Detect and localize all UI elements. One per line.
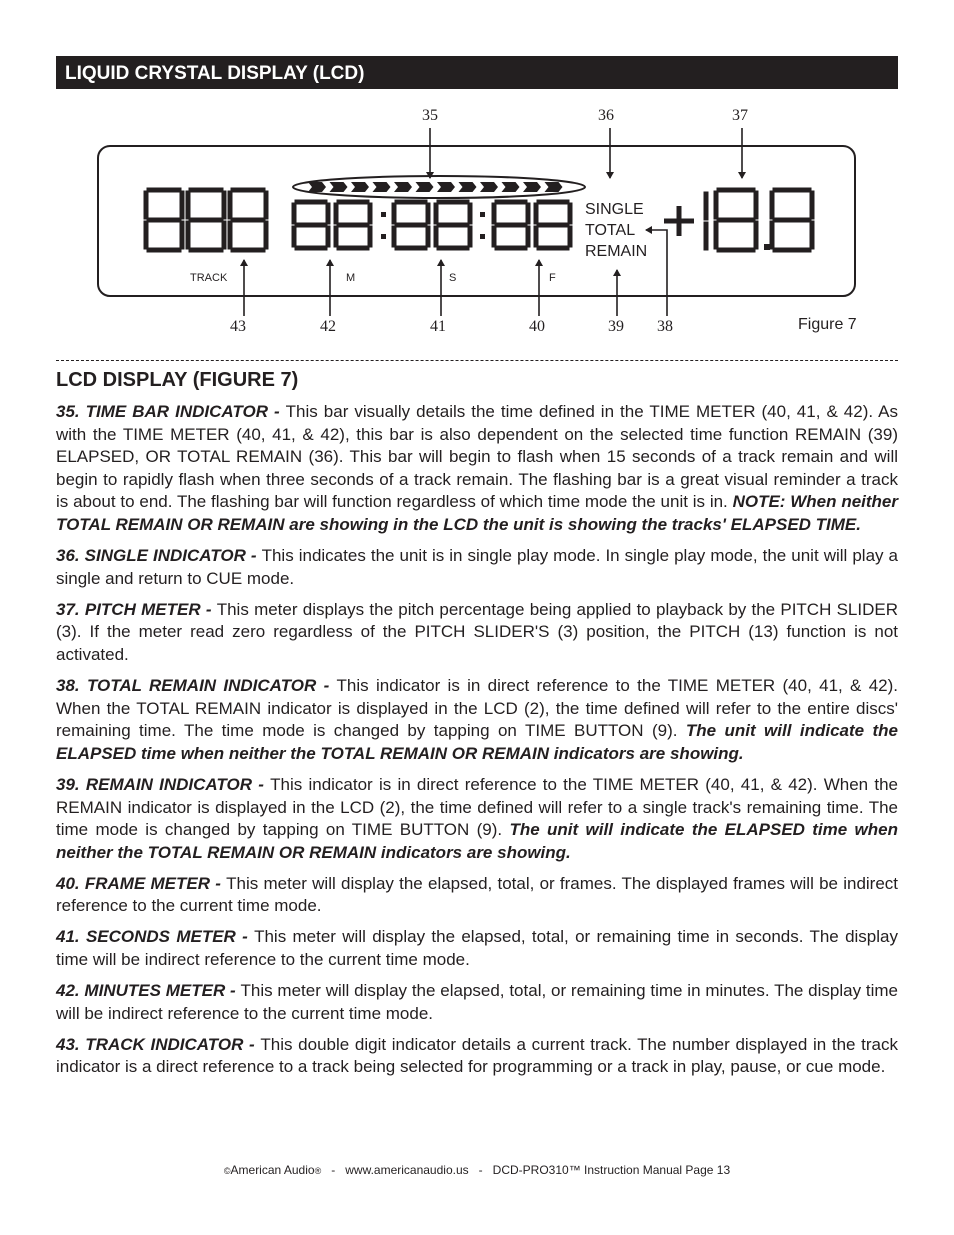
- item-body: This meter displays the pitch percentage being applied to playback by the PITCH SLIDER (3). If the meter read zero regardless of the PITCH SLIDER'S (3) position, the PITCH (13) function is not activated.: [56, 599, 899, 664]
- callout-41: 41: [430, 318, 446, 335]
- time-bar-segment: [373, 182, 391, 192]
- callout-40: 40: [529, 318, 545, 335]
- item-paragraph: [56, 401, 898, 537]
- item-paragraph: [56, 675, 898, 765]
- lcd-figure: [0, 0, 954, 350]
- time-bar-segment: [523, 182, 541, 192]
- item-body: This indicates the unit is in single play mode. In single play mode, the unit will play a single and return to CUE mode.: [56, 546, 899, 588]
- item-heading: 37. PITCH METER -: [56, 599, 217, 619]
- item-list: [56, 401, 898, 1088]
- section-title: LCD DISPLAY (FIGURE 7): [56, 369, 299, 391]
- time-bar-segments: [308, 182, 563, 192]
- item-heading: 41. SECONDS METER -: [56, 927, 255, 947]
- time-bar-segment: [459, 182, 477, 192]
- lcd-label-minutes: M: [346, 272, 356, 284]
- item-paragraph: [56, 980, 898, 1025]
- lcd-indicator-total: TOTAL: [585, 222, 636, 239]
- callout-37: 37: [732, 107, 748, 124]
- item-heading: 35. TIME BAR INDICATOR -: [56, 402, 286, 421]
- item-body: This bar visually details the time defined in the TIME METER (40, 41, & 42). As with the TIME METER (40, 41, & 42), this bar is also dependent on the selected time function REMAIN (39) ELAPSED, OR TOTAL REMAIN (36). This bar will begin to flash when 15 seconds of a track remain and will begin to rapidly flash when three seconds of a track remain. The flashing bar is a great visual reminder a track is about to end. The flashing bar will function regardless of which time mode the unit is in.: [56, 402, 899, 512]
- lcd-diagram: [0, 0, 954, 350]
- figure-caption: Figure 7: [798, 316, 857, 333]
- item-paragraph: [56, 873, 898, 918]
- footer-brand: American Audio: [230, 1163, 315, 1177]
- callout-42: 42: [320, 318, 336, 335]
- item-heading: 39. REMAIN INDICATOR -: [56, 774, 271, 794]
- footer-separator: -: [331, 1163, 336, 1177]
- lcd-label-seconds: S: [449, 272, 457, 284]
- section-header-title: LIQUID CRYSTAL DISPLAY (LCD): [65, 63, 365, 84]
- item-paragraph: [56, 545, 898, 590]
- footer-registered: ®: [314, 1166, 322, 1176]
- lcd-indicator-remain: REMAIN: [585, 243, 648, 260]
- lcd-label-frames: F: [549, 272, 556, 284]
- footer-copyright: ©: [223, 1166, 231, 1176]
- footer-website: www.americanaudio.us: [345, 1163, 469, 1177]
- lcd-indicator-single: SINGLE: [585, 201, 644, 218]
- item-paragraph: [56, 774, 898, 864]
- callout-43: 43: [230, 318, 246, 335]
- item-note: The unit will indicate the ELAPSED time when neither the TOTAL REMAIN OR REMAIN indicators are showing.: [56, 721, 898, 763]
- item-body: This double digit indicator details a current track. The number displayed in the track indicator is a direct reference to a track being selected for programming or a track in play, pause, or cue mode.: [56, 1034, 899, 1077]
- item-body: This meter will display the elapsed, total, or remaining time in seconds. The display time will be indirect reference to the current time mode.: [56, 927, 898, 970]
- callout-35: 35: [422, 107, 438, 124]
- footer-separator: -: [478, 1163, 483, 1177]
- item-note: NOTE: When neither TOTAL REMAIN OR REMAIN are showing in the LCD the unit is showing the tracks' ELAPSED TIME.: [56, 492, 898, 534]
- page-footer: [0, 1163, 954, 1177]
- item-paragraph: [56, 1034, 898, 1079]
- time-bar-segment: [545, 182, 563, 192]
- callout-39: 39: [608, 318, 624, 335]
- item-note: The unit will indicate the ELAPSED time when neither the TOTAL REMAIN OR REMAIN indicators are showing.: [56, 820, 899, 862]
- item-body: This indicator is in direct reference to the TIME METER (40, 41, & 42). When the TOTAL REMAIN indicator is displayed in the LCD (2), the time defined will refer to the entire discs' remaining time. The time mode is changed by tapping on TIME BUTTON (9).: [56, 676, 899, 741]
- time-bar-segment: [330, 182, 348, 192]
- callout-38: 38: [657, 318, 673, 335]
- item-heading: 40. FRAME METER -: [56, 873, 227, 893]
- time-bar-segment: [351, 182, 369, 192]
- time-bar-segment: [437, 182, 455, 192]
- dashed-divider: [56, 360, 898, 361]
- time-bar-segment: [480, 182, 498, 192]
- time-bar-segment: [394, 182, 412, 192]
- item-heading: 38. TOTAL REMAIN INDICATOR -: [56, 676, 337, 696]
- time-bar-segment: [416, 182, 434, 192]
- item-paragraph: [56, 926, 898, 971]
- lcd-digits: [146, 190, 812, 250]
- footer-manual-page: DCD-PRO310™ Instruction Manual Page 13: [492, 1163, 731, 1177]
- item-heading: 42. MINUTES METER -: [56, 981, 241, 1001]
- time-bar-segment: [308, 182, 326, 192]
- item-body: This meter will display the elapsed, total, or frames. The displayed frames will be indirect reference to the current time mode.: [56, 873, 899, 916]
- pitch-decimal-point: [764, 244, 770, 250]
- callout-36: 36: [598, 107, 614, 124]
- item-body: This meter will display the elapsed, total, or remaining time in minutes. The display time will be indirect reference to the current time mode.: [56, 981, 899, 1023]
- time-bar-segment: [502, 182, 520, 192]
- pitch-sign: [664, 206, 694, 236]
- item-heading: 43. TRACK INDICATOR -: [56, 1034, 261, 1054]
- item-heading: 36. SINGLE INDICATOR -: [56, 546, 262, 566]
- item-body: This indicator is in direct reference to the TIME METER (40, 41, & 42). When the REMAIN indicator is displayed in the LCD (2), the time defined will refer to a single track's remaining time. The time mode is changed by tapping on TIME BUTTON (9).: [56, 774, 899, 840]
- lcd-label-track: TRACK: [190, 272, 228, 284]
- item-paragraph: [56, 599, 898, 667]
